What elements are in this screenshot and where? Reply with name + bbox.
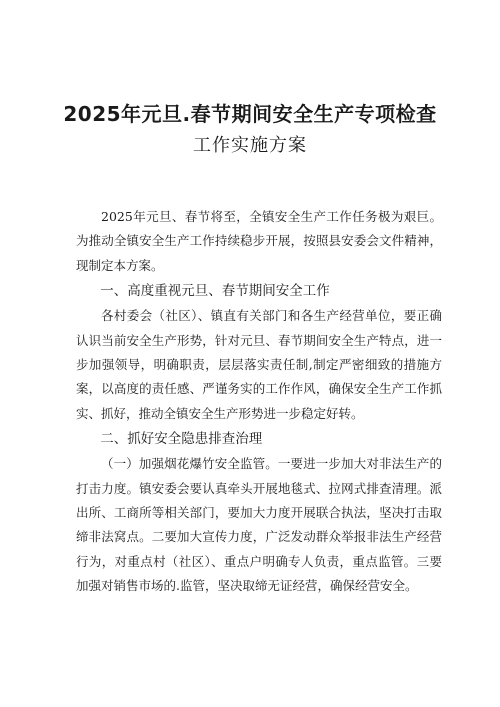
intro-paragraph: 2025年元旦、春节将至，全镇安全生产工作任务极为艰巨。为推动全镇安全生产工作持续稳步开展，按照县安委会文件精神，现制定本方案。 [76,209,442,273]
section-2-heading: 二、抓好安全隐患排查治理 [100,431,263,448]
section-1-paragraph: 各村委会（社区）、镇直有关部门和各生产经营单位，要正确认识当前安全生产形势，针对元旦、春节期间安全生产特点，进一步加强领导，明确职责，层层落实责任制,制定严密细致的措施方案，以高度的责任感、严谨务实的工作作风，确保安全生产工作抓实、抓好，推动全镇安全生产形势进一步稳定好转。 [76,308,442,421]
document-body [76,205,442,599]
document-title-line2: 工作实施方案 [193,135,307,156]
section-1-heading: 一、高度重视元旦、春节期间安全工作 [100,283,330,300]
document-title-line1: 2025年元旦.春节期间安全生产专项检查 [63,102,437,126]
section-2-paragraph: （一）加强烟花爆竹安全监管。一要进一步加大对非法生产的打击力度。镇安委会要认真牵头开展地毯式、拉网式排查清理。派出所、工商所等相关部门，要加大力度开展联合执法，坚决打击取缔非法窝点。二要加大宣传力度，广泛发动群众举报非法生产经营行为，对重点村（社区）、重点户明确专人负责，重点监管。三要加强对销售市场的.监管，坚决取缔无证经营，确保经营安全。 [76,456,442,594]
